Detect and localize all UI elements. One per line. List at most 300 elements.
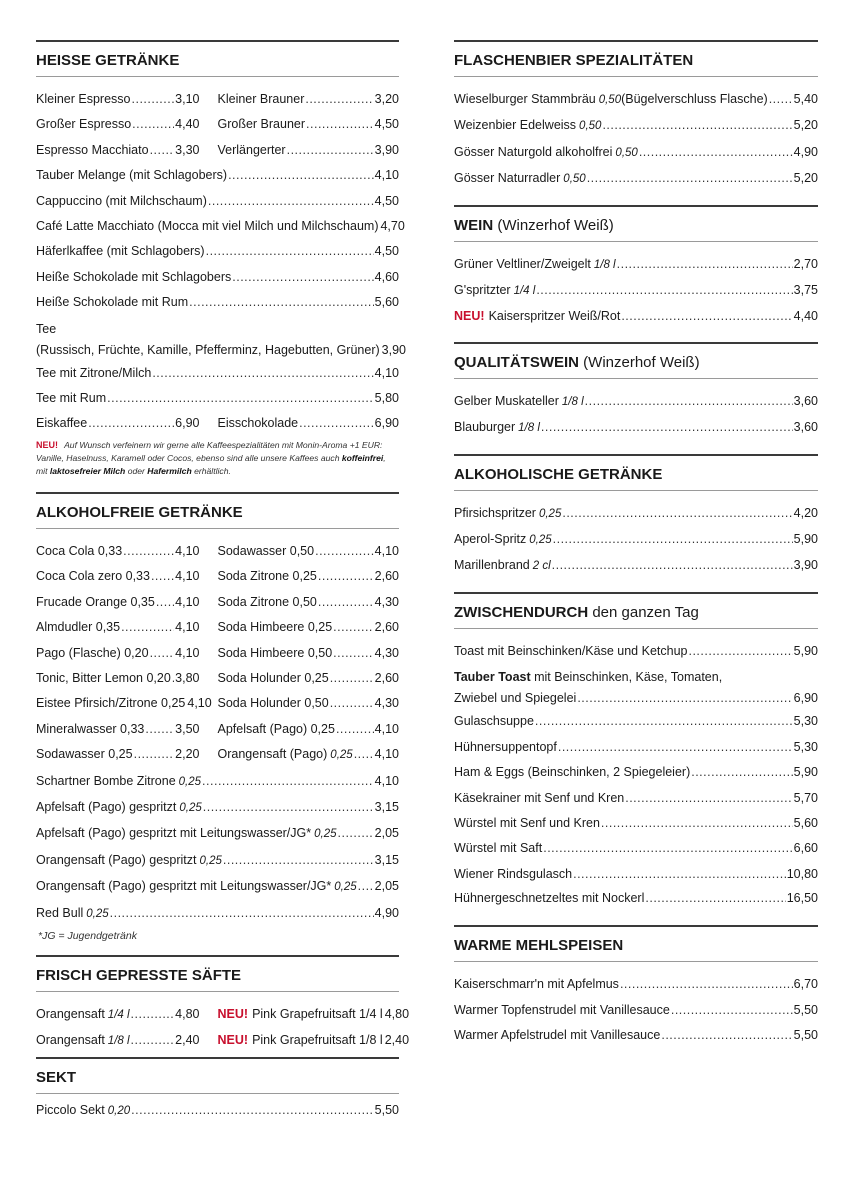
item-volume: 1/4 l [513,285,536,298]
section-body [454,77,818,203]
menu-item [36,87,218,112]
item-price: 4,30 [374,645,399,660]
menu-item [218,411,400,436]
item-price: 4,40 [175,117,200,132]
menu-item [454,527,818,553]
section-quality-wine [454,342,818,452]
item-name: Soda Himbeere 0,50 [217,645,333,660]
leader-dots [333,615,374,640]
item-price: 3,30 [175,142,200,157]
section-heading [454,454,818,491]
leader-dots [552,553,793,578]
item-pair [36,539,399,564]
item-price: 5,50 [793,1027,818,1042]
item-volume: 1/8 l [593,258,616,271]
menu-item [36,1098,399,1124]
item-name: Warmer Topfenstrudel mit Vanillesauce [454,1002,670,1017]
item-pair [36,717,399,742]
section-sparkling-wine [36,1057,399,1134]
item-name: Pink Grapefruitsaft 1/8 l [252,1033,383,1048]
leader-dots [691,760,792,785]
leader-dots [206,239,374,264]
item-price: 4,50 [374,244,399,259]
menu-item [454,252,818,278]
leader-dots [145,717,174,742]
section-soft-drinks [36,492,399,951]
item-name: Orangensaft (Pago) gespritzt [36,852,197,867]
menu-item [454,887,818,909]
item-price: 5,60 [793,815,818,830]
menu-item [36,214,405,239]
note-bold: Hafermilch [147,465,192,476]
leader-dots [558,735,793,760]
new-badge: NEU! [217,1033,249,1048]
item-price: 4,50 [374,193,399,208]
section-subtitle: den ganzen Tag [588,603,699,621]
menu-item [454,166,818,192]
item-name: Marillenbrand [454,558,530,573]
new-badge: NEU! [217,1006,249,1021]
section-title: WEIN [454,216,494,234]
leader-dots [562,501,792,526]
section-heading [36,492,399,529]
leader-dots [645,887,785,909]
item-price: 4,70 [380,219,405,234]
leader-dots [661,1023,792,1048]
item-volume: 0,25 [529,534,552,547]
note-bold: laktosefreier Milch [49,465,126,476]
leader-dots [172,666,174,691]
item-volume: 0,25 [538,507,562,520]
item-name: Gösser Naturgold alkoholfrei [454,144,613,159]
item-price: 5,20 [793,171,818,186]
menu-item [36,821,399,847]
item-name: Orangensaft (Pago) [217,747,328,762]
section-hot-drinks [36,40,406,488]
item-price: 4,10 [187,696,212,711]
menu-item [454,760,818,785]
leader-dots [88,411,174,436]
item-price: 5,70 [793,790,818,805]
item-name: Käsekrainer mit Senf und Kren [454,790,625,805]
item-price: 5,90 [793,532,818,547]
item-pair [36,1002,410,1028]
menu-item [36,1028,218,1054]
leader-dots [620,972,793,997]
item-pair [36,564,399,589]
item-name: Coca Cola 0,33 [36,543,123,558]
menu-item [36,901,399,927]
item-price: 3,90 [793,558,818,573]
item-pair [36,615,399,640]
item-price: 6,70 [793,977,818,992]
item-price: 4,50 [374,117,399,132]
section-body [36,77,406,488]
section-desserts [454,925,818,1058]
item-volume: 0,25 [178,775,202,788]
menu-item [454,140,818,166]
section-heading [454,342,818,379]
section-heading [454,205,818,242]
item-name: Soda Holunder 0,50 [217,696,329,711]
menu-item [218,590,400,615]
item-volume: 0,25 [86,907,109,920]
item-price: 5,30 [793,714,818,729]
leader-dots [228,163,374,188]
menu-item [218,742,400,768]
coffee-note [36,439,399,478]
item-pair [36,691,399,716]
leader-dots [131,1098,373,1123]
section-alcoholic-drinks [454,454,818,590]
item-name: Tonic, Bitter Lemon 0,20 [36,670,171,685]
item-description: mit Beinschinken, Käse, Tomaten, [530,670,723,685]
leader-dots [232,265,373,290]
section-body [36,1094,399,1134]
menu-item [454,304,818,329]
leader-dots [121,615,174,640]
section-fresh-juices [36,955,410,1057]
leader-dots [208,189,374,214]
section-body [454,242,818,340]
item-name: Weizenbier Edelweiss [454,118,577,133]
leader-dots [315,539,374,564]
section-body [36,992,410,1057]
menu-item [36,691,218,716]
item-name: Gulaschsuppe [454,714,534,729]
item-name: Mineralwasser 0,33 [36,721,145,736]
item-pair [36,666,399,691]
item-name: Piccolo Sekt [36,1102,105,1117]
item-name: Wiener Rindsgulasch [454,866,573,881]
menu-item [36,769,399,795]
item-price: 4,60 [374,269,399,284]
leader-dots [769,87,793,112]
menu-item [454,972,818,997]
item-price: 4,10 [374,365,399,380]
item-price: 4,10 [175,620,200,635]
leader-dots [621,304,792,329]
item-price: 3,20 [374,92,399,106]
item-pair [36,138,399,163]
menu-item [36,290,399,315]
leader-dots [189,290,374,315]
item-price: 2,05 [374,879,399,894]
leader-dots [688,639,792,664]
section-title: HEISSE GETRÄNKE [36,52,180,69]
item-price: 2,60 [374,620,399,635]
item-name: Eistee Pfirsich/Zitrone 0,25 [36,696,186,711]
item-price: 4,30 [374,594,399,609]
item-pair [36,411,399,436]
item-name: Heiße Schokolade mit Rum [36,295,189,310]
section-heading [36,955,399,992]
item-name: Großer Brauner [217,117,306,132]
menu-item [36,163,399,188]
item-price: 6,60 [793,841,818,856]
section-body [454,491,818,590]
leader-dots [536,278,792,303]
item-name: Apfelsaft (Pago) 0,25 [217,721,335,736]
item-volume: 1/8 l [518,422,540,435]
leader-dots [333,641,374,666]
item-name: Hühnergeschnetzeltes mit Nockerl [454,891,645,906]
menu-item [36,189,399,214]
item-pair [36,641,399,666]
item-name: Kaiserspritzer Weiß/Rot [488,309,621,324]
item-price: 3,60 [793,420,818,435]
item-price: 3,15 [374,852,399,867]
item-price: 2,40 [175,1033,200,1048]
menu-item [217,1002,410,1028]
item-price: 5,90 [793,643,818,658]
section-body [454,962,818,1058]
menu-item [36,666,218,691]
note-bold: koffeinfrei [341,452,384,463]
item-name: Eiskaffee [36,416,88,431]
item-price: 2,70 [793,256,818,271]
item-name: Kaiserschmarr'n mit Apfelmus [454,977,619,992]
menu-item [454,687,818,709]
item-name: Cappuccino (mit Milchschaum) [36,193,207,208]
menu-item [36,848,399,874]
item-name: Orangensaft [36,1033,105,1048]
menu-item [36,615,218,640]
leader-dots [156,590,174,615]
item-name: Schartner Bombe Zitrone [36,773,176,788]
item-name: Pink Grapefruitsaft 1/4 l [252,1006,383,1021]
leader-dots [330,666,374,691]
left-column [36,40,410,1134]
item-volume: 1/4 l [107,1008,130,1021]
item-volume: 1/8 l [561,395,584,408]
menu-item [218,641,400,666]
item-price: 4,10 [374,747,399,762]
menu-item [454,113,818,139]
item-price: 2,40 [384,1033,410,1048]
menu-item [36,239,399,264]
menu-item [36,641,218,666]
leader-dots [330,691,374,716]
item-name: Toast mit Beinschinken/Käse und Ketchup [454,643,688,658]
item-price: 4,20 [793,505,818,520]
item-price: 6,90 [374,416,399,431]
item-name: Café Latte Macchiato (Mocca mit viel Milch und Milchschaum) [36,219,379,234]
leader-dots [299,411,374,436]
menu-item [36,1002,218,1028]
menu-item [36,265,399,290]
item-price: 2,05 [374,826,399,841]
item-price: 3,90 [374,142,399,157]
item-volume: 0,25 [330,749,353,762]
menu-item [454,553,818,579]
menu-item [454,998,818,1023]
leader-dots [358,874,374,899]
item-name: Sodawasser 0,25 [36,747,133,762]
item-price: 4,10 [374,773,399,788]
item-volume: 0,25 [314,828,337,841]
item-volume: 0,25 [334,881,357,894]
item-name: Apfelsaft (Pago) gespritzt [36,799,177,814]
item-price: 5,30 [793,739,818,754]
menu-item [454,415,818,441]
item-price: 2,20 [175,747,200,762]
item-name: Eisschokolade [217,416,299,431]
item-name: Soda Zitrone 0,50 [217,594,317,609]
leader-dots [132,112,174,137]
leader-dots [577,687,792,709]
item-name: (Russisch, Früchte, Kamille, Pfefferminz, Hagebutten, Grüner) [36,342,380,357]
item-name: Orangensaft (Pago) gespritzt mit Leitungswasser/JG* [36,879,332,894]
item-price: 4,10 [175,594,200,609]
item-name: Soda Holunder 0,25 [217,670,329,685]
item-price: 4,90 [793,144,818,159]
new-badge: NEU! [454,309,485,324]
leader-dots [223,848,374,873]
item-name: Würstel mit Saft [454,841,543,856]
leader-dots [601,811,793,836]
menu-item [217,1028,410,1054]
menu-item [36,361,399,386]
menu-item [36,138,218,163]
item-volume: 0,50 [615,146,638,159]
item-price: 4,10 [175,645,200,660]
item-price: 4,30 [374,696,399,711]
menu-item [36,742,218,768]
item-name: Pfirsichspritzer [454,505,536,520]
item-pair [36,112,399,137]
leader-dots [305,87,373,112]
leader-dots [543,836,792,861]
section-title: ZWISCHENDURCH [454,603,589,621]
note-text: , mit [36,452,386,476]
leader-dots [203,795,374,820]
item-name: Großer Espresso [36,117,132,132]
item-name: G'spritzter [454,283,511,298]
leader-dots [354,742,374,767]
item-name: Tee mit Zitrone/Milch [36,365,152,380]
item-price: 4,10 [374,721,399,736]
item-name: Grüner Veltliner/Zweigelt [454,256,591,271]
item-name: Orangensaft [36,1006,105,1021]
item-price: 2,60 [374,569,399,584]
item-name: Würstel mit Senf und Kren [454,815,600,830]
section-snacks [454,592,818,919]
menu-item [454,1023,818,1048]
menu-item [454,709,818,734]
item-volume: 0,20 [107,1104,131,1117]
leader-dots [535,709,793,734]
item-name: Häferlkaffee (mit Schlagobers) [36,244,205,259]
leader-dots [202,769,374,794]
menu-item [218,666,400,691]
item-price: 4,40 [793,309,818,324]
menu-item [36,386,399,411]
item-name: Heiße Schokolade mit Schlagobers [36,269,232,284]
item-name: Gösser Naturradler [454,171,561,186]
leader-dots [617,252,793,277]
note-text: erhältlich. [191,465,231,476]
item-pair [36,590,399,615]
leader-dots [134,742,175,767]
item-name: Verlängerter [217,142,286,157]
menu-item [36,411,218,436]
item-volume: 0,25 [199,854,222,867]
menu-item [218,615,400,640]
leader-dots [602,113,792,138]
menu-item [454,501,818,527]
leader-dots [553,527,793,552]
item-price: 3,80 [175,670,200,685]
item-price: 3,50 [175,721,200,736]
menu-item [454,811,818,836]
item-price: 10,80 [786,866,818,881]
section-bottled-beer [454,40,818,203]
section-title: WARME MEHLSPEISEN [454,937,624,955]
item-price: 6,90 [175,416,200,431]
item-name: Gelber Muskateller [454,393,559,408]
item-name: Frucade Orange 0,35 [36,594,155,609]
item-price: 4,90 [374,905,399,920]
item-name: Red Bull [36,905,84,920]
item-name: Blauburger [454,420,516,435]
leader-dots [318,564,374,589]
leader-dots [625,786,792,811]
menu-item [454,735,818,760]
note-text: oder [125,465,148,476]
item-name: Coca Cola zero 0,33 [36,569,150,584]
section-heading [454,592,818,629]
item-volume: 0,50 [563,173,586,186]
leader-dots [671,998,793,1023]
menu-item [218,112,400,137]
footnote: *JG = Jugendgetränk [38,929,137,942]
item-name: Aperol-Spritz [454,532,527,547]
item-volume: 2 cl [532,560,551,573]
item-name: Soda Zitrone 0,25 [217,569,317,584]
item-price: 5,50 [793,1002,818,1017]
leader-dots [151,564,174,589]
leader-dots [132,87,175,112]
leader-dots [150,138,175,163]
leader-dots [131,1002,175,1027]
menu-item [454,639,818,664]
item-price: 6,90 [793,691,818,706]
leader-dots [110,901,374,926]
item-name: Ham & Eggs (Beinschinken, 2 Spiegeleier) [454,765,691,780]
leader-dots [150,641,175,666]
item-volume: 0,50 [598,94,622,106]
leader-dots [573,862,786,887]
leader-dots [152,361,373,386]
item-name: Hühnersuppentopf [454,739,557,754]
leader-dots [287,138,374,163]
item-pair [36,742,399,768]
item-price: 4,80 [175,1006,200,1021]
section-title: FLASCHENBIER SPEZIALITÄTEN [454,52,694,69]
item-price: 5,40 [793,92,818,106]
item-name: Kleiner Espresso [36,92,131,106]
item-price: 4,10 [374,543,399,558]
menu-item [36,717,218,742]
item-price: 16,50 [786,891,818,906]
item-price: 5,20 [793,118,818,133]
section-subtitle: (Winzerhof Weiß) [493,216,614,234]
menu-item [218,717,400,742]
section-title: QUALITÄTSWEIN [454,353,579,371]
menu-item [36,112,218,137]
section-wine [454,205,818,340]
